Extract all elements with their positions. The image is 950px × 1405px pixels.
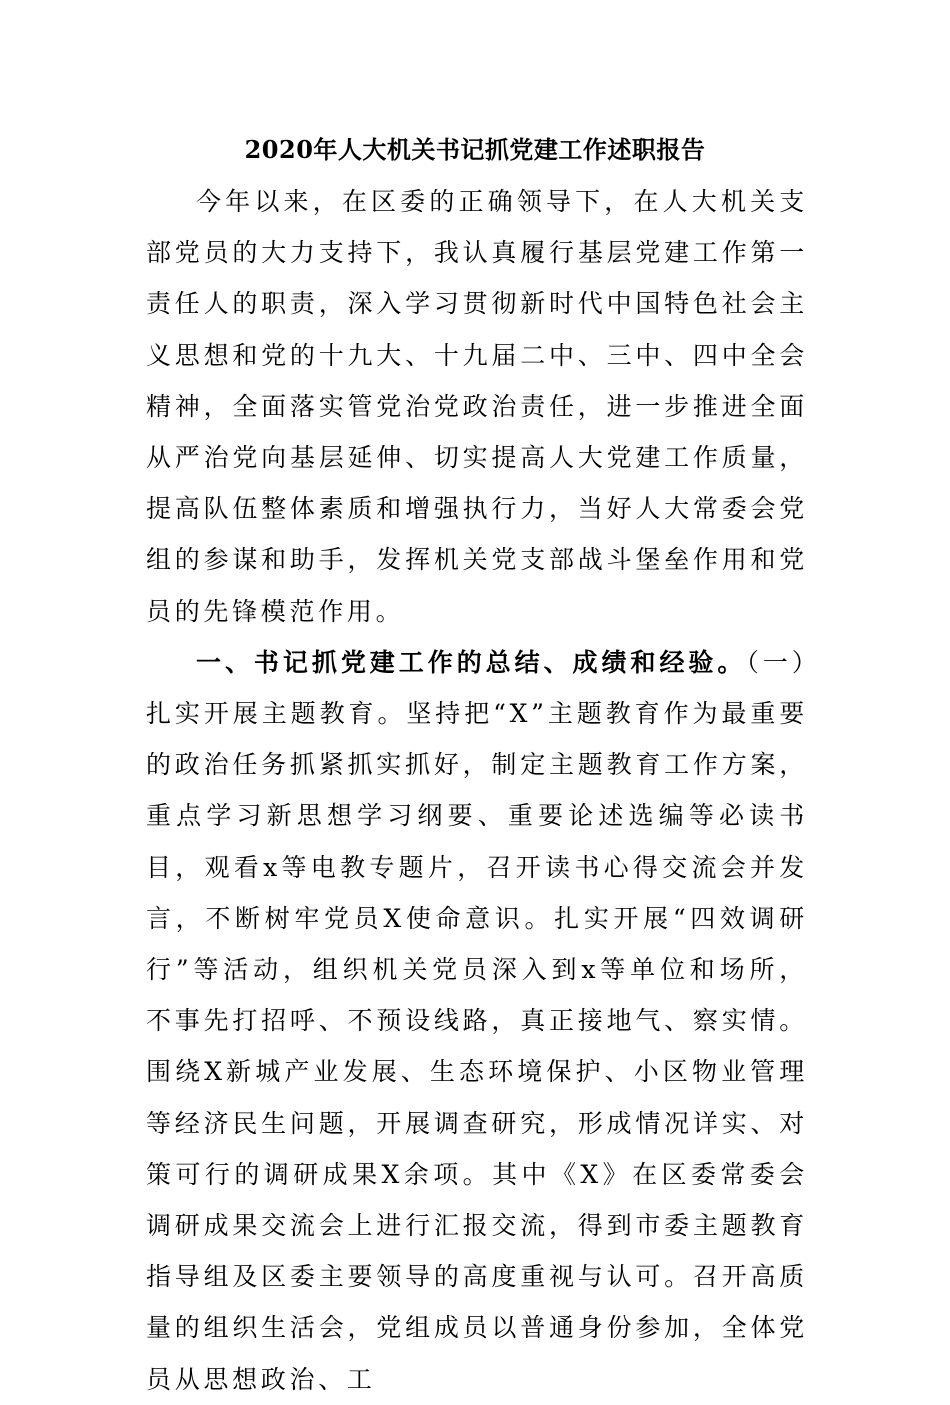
document-title: 2020年人大机关书记抓党建工作述职报告 bbox=[244, 135, 706, 164]
document-body bbox=[146, 176, 808, 1405]
intro-paragraph: 今年以来，在区委的正确领导下，在人大机关支部党员的大力支持下，我认真履行基层党建工作第一责任人的职责，深入学习贯彻新时代中国特色社会主义思想和党的十九大、十九届二中、三中、四中全会精神，全面落实管党治党政治责任，进一步推进全面从严治党向基层延伸、切实提高人大党建工作质量，提高队伍整体素质和增强执行力，当好人大常委会党组的参谋和助手，发挥机关党支部战斗堡垒作用和党员的先锋模范作用。 bbox=[146, 187, 808, 626]
section-1-body: （一）扎实开展主题教育。坚持把“X”主题教育作为最重要的政治任务抓紧抓实抓好，制定主题教育工作方案，重点学习新思想学习纲要、重要论述选编等必读书目，观看x等电教专题片，召开读书心得交流会并发言，不断树牢党员X使命意识。扎实开展“四效调研行”等活动，组织机关党员深入到x等单位和场所，不事先打招呼、不预设线路，真正接地气、察实情。围绕X新城产业发展、生态环境保护、小区物业管理等经济民生问题，开展调查研究，形成情况详实、对策可行的调研成果X余项。其中《X》在区委常委会调研成果交流会上进行汇报交流，得到市委主题教育指导组及区委主要领导的高度重视与认可。召开高质量的组织生活会，党组成员以普通身份参加，全体党员从思想政治、工 bbox=[146, 647, 808, 1394]
section-1-paragraph bbox=[146, 637, 808, 1405]
section-1-heading: 一、书记抓党建工作的总结、成绩和经验。 bbox=[196, 647, 747, 677]
